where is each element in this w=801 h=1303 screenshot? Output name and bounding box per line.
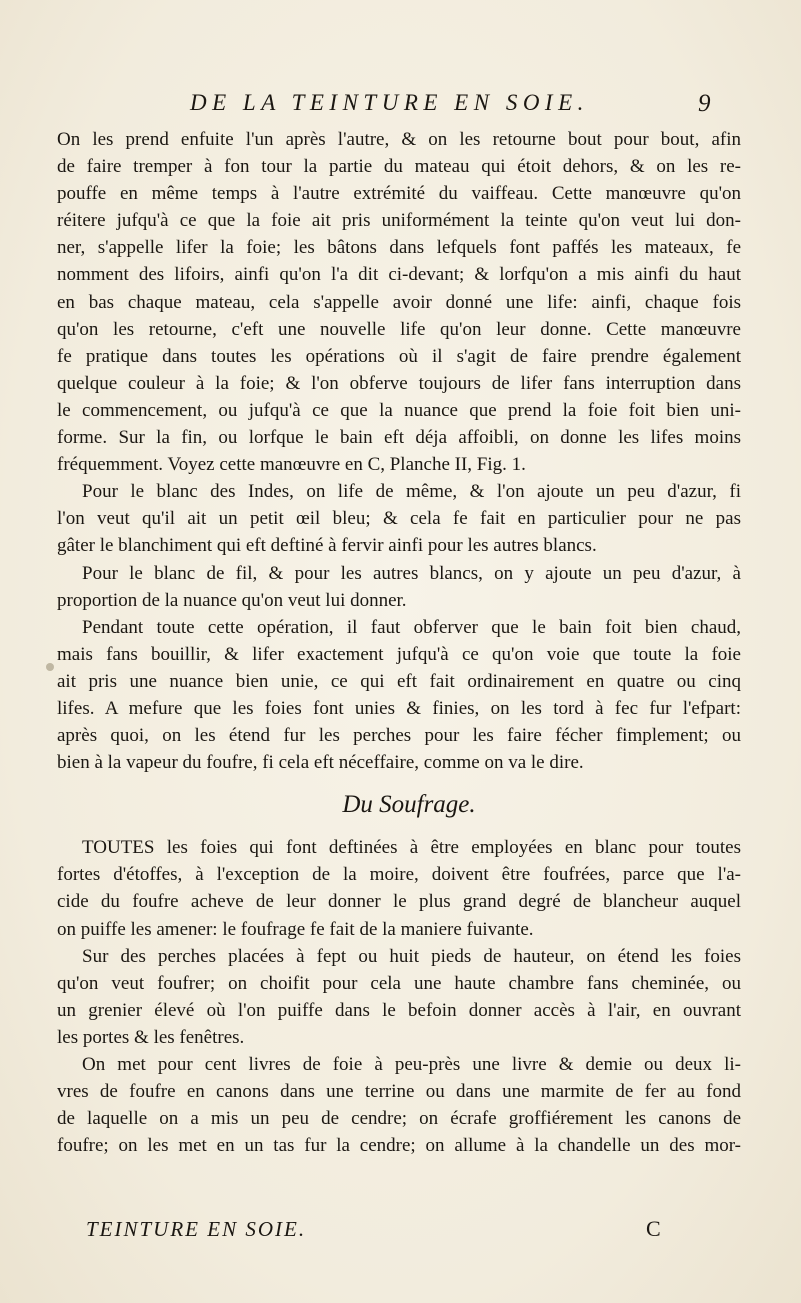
text-line: vres de foufre en canons dans une terrine ou dans une marmite de fer au fond [57, 1081, 741, 1103]
running-head: DE LA TEINTURE EN SOIE. [190, 90, 589, 115]
text-line: ait pris une nuance bien unie, ce qui eft fait ordinairement en quatre ou cinq [57, 670, 741, 692]
paragraph [57, 614, 741, 777]
text-line: TOUTES les foies qui font deftinées à être employées en blanc pour toutes [82, 837, 741, 859]
text-line: gâter le blanchiment qui eft deftiné à fervir ainfi pour les autres blancs. [57, 535, 597, 557]
text-line: après quoi, on les étend fur les perches pour les faire fécher fimplement; ou [57, 725, 741, 747]
section-heading: Du Soufrage. [342, 791, 476, 819]
paragraph [57, 560, 741, 614]
text-line: les portes & les fenêtres. [57, 1026, 245, 1048]
paragraph [57, 478, 741, 559]
text-line: le commencement, ou jufqu'à ce que la nuance que prend la foie foit bien uni- [57, 399, 741, 421]
text-line: nomment des lifoirs, ainfi qu'on l'a dit ci-devant; & lorfqu'on a mis ainfi du haut [57, 264, 741, 286]
text-line: foufre; on les met en un tas fur la cendre; on allume à la chandelle un des mor- [57, 1135, 741, 1157]
text-line: Pendant toute cette opération, il faut obferver que le bain foit bien chaud, [82, 616, 741, 638]
text-line: de faire tremper à fon tour la partie du mateau qui étoit dehors, & on les re- [57, 156, 741, 178]
text-line: de laquelle on a mis un peu de cendre; on écrafe groffiérement les canons de [57, 1108, 741, 1130]
signature-mark: C [646, 1216, 661, 1241]
text-line: cide du foufre acheve de leur donner le plus grand degré de blancheur auquel [57, 891, 741, 913]
text-line: on puiffe les amener: le foufrage fe fait de la maniere fuivante. [57, 918, 534, 940]
text-line: quelque couleur à la foie; & l'on obferve toujours de lifer fans interruption dans [57, 372, 741, 394]
paragraph [57, 834, 741, 942]
text-line: réitere jufqu'à ce que la foie ait pris uniformément la teinte qu'on veut lui don- [57, 210, 741, 232]
text-line: Pour le blanc de fil, & pour les autres blancs, on y ajoute un peu d'azur, à [82, 562, 741, 584]
text-line: un grenier élevé où l'on puiffe dans le befoin donner accès à l'air, en ouvrant [57, 999, 741, 1021]
text-line: On les prend enfuite l'un après l'autre, & on les retourne bout pour bout, afin [57, 129, 741, 150]
text-line: pouffe en même temps à l'autre extrémité du vaiffeau. Cette manœuvre qu'on [57, 183, 741, 205]
text-line: ner, s'appelle lifer la foie; les bâtons dans lefquels font paffés les mateaux, fe [57, 237, 741, 259]
footer-title: TEINTURE EN SOIE. [86, 1217, 307, 1241]
paragraph [57, 126, 741, 478]
text-line: On met pour cent livres de foie à peu-près une livre & demie ou deux li- [82, 1054, 741, 1075]
text-line: forme. Sur la fin, ou lorfque le bain eft déja affoibli, on donne les lifes moins [57, 427, 741, 449]
text-line: qu'on les retourne, c'eft une nouvelle life qu'on leur donne. Cette manœuvre [57, 318, 741, 340]
text-line: fe pratique dans toutes les opérations où il s'agit de faire prendre également [57, 345, 741, 367]
paragraph [57, 1051, 741, 1159]
text-line: Sur des perches placées à fept ou huit pieds de hauteur, on étend les foies [82, 945, 741, 967]
text-line: qu'on veut foufrer; on choifit pour cela une haute chambre fans cheminée, ou [57, 972, 741, 994]
page-number: 9 [698, 90, 711, 117]
text-line: lifes. A mefure que les foies font unies & finies, on les tord à fec fur l'efpart: [57, 697, 741, 719]
body-text [57, 126, 741, 1159]
ink-speck [46, 663, 54, 671]
text-line: bien à la vapeur du foufre, fi cela eft néceffaire, comme on va le dire. [57, 752, 584, 774]
text-line: en bas chaque mateau, cela s'appelle avoir donné une life: ainfi, chaque fois [57, 291, 741, 313]
text-line: Pour le blanc des Indes, on life de même, & l'on ajoute un peu d'azur, fi [82, 481, 741, 503]
text-line: l'on veut qu'il ait un petit œil bleu; & cela fe fait en particulier pour ne pas [57, 508, 741, 530]
text-line: fortes d'étoffes, à l'exception de la moire, doivent être foufrées, parce que l'a- [57, 864, 741, 886]
text-line: mais fans bouillir, & lifer exactement jufqu'à ce qu'on voie que toute la foie [57, 643, 741, 665]
text-line: fréquemment. Voyez cette manœuvre en C, Planche II, Fig. 1. [57, 454, 526, 476]
text-line: proportion de la nuance qu'on veut lui donner. [57, 589, 407, 611]
paragraph [57, 943, 741, 1051]
